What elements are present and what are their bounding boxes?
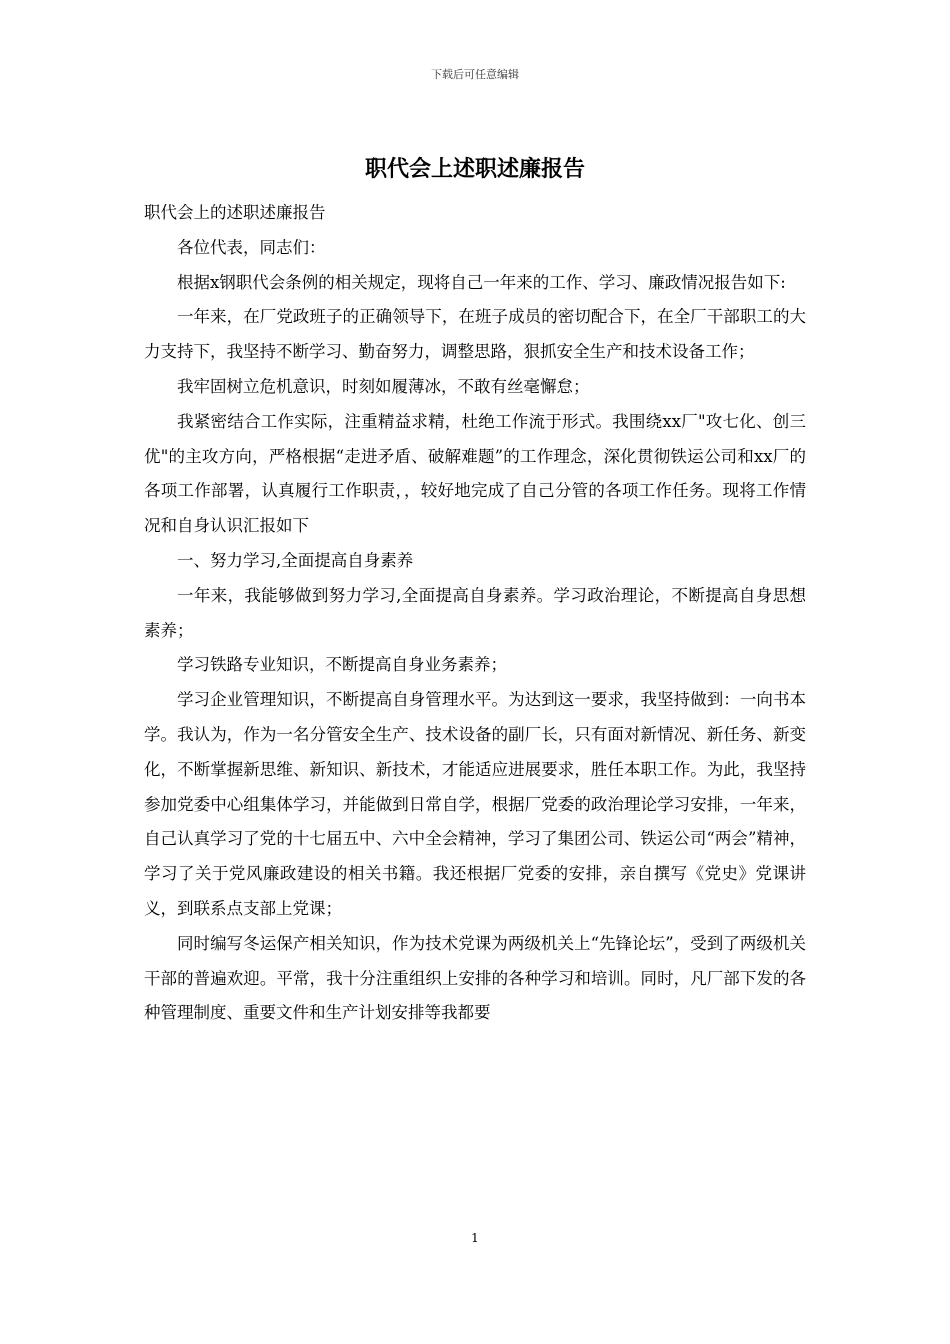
body-paragraph: 我紧密结合工作实际，注重精益求精，杜绝工作流于形式。我围绕xx厂"攻七化、创三优"的主攻方向，严格根据“走进矛盾、破解难题”的工作理念，深化贯彻铁运公司和xx厂的各项工作部署，认真履行工作职责，，较好地完成了自己分管的各项工作任务。现将工作情况和自身认识汇报如下 [144, 411, 806, 536]
body-paragraph: 一年来，我能够做到努力学习,全面提高自身素养。学习政治理论，不断提高自身思想素养； [144, 585, 806, 640]
body-paragraph: 我牢固树立危机意识，时刻如履薄冰，不敢有丝毫懈怠； [177, 376, 590, 396]
body-paragraph: 学习企业管理知识，不断提高自身管理水平。为达到这一要求，我坚持做到：一向书本学。我认为，作为一名分管安全生产、技术设备的副厂长，只有面对新情况、新任务、新变化，不断掌握新思维、新知识、新技术，才能适应进展要求，胜任本职工作。为此，我坚持参加党委中心组集体学习，并能做到日常自学，根据厂党委的政治理论学习安排，一年来，自己认真学习了党的十七届五中、六中全会精神，学习了集团公司、铁运公司“两会”精神，学习了关于党风廉政建设的相关书籍。我还根据厂党委的安排，亲自撰写《党史》党课讲义，到联系点支部上党课； [144, 690, 806, 918]
body-paragraph: 同时编写冬运保产相关知识，作为技术党课为两级机关上“先锋论坛”，受到了两级机关干部的普遍欢迎。平常，我十分注重组织上安排的各种学习和培训。同时，凡厂部下发的各种管理制度、重要文件和生产计划安排等我都要 [144, 933, 806, 1023]
body-paragraph: 根据x钢职代会条例的相关规定，现将自己一年来的工作、学习、廉政情况报告如下: [177, 272, 786, 292]
subtitle-paragraph: 职代会上的述职述廉报告 [144, 203, 326, 222]
section-heading: 一、努力学习,全面提高自身素养 [177, 550, 414, 570]
salutation-paragraph: 各位代表，同志们： [177, 237, 326, 257]
body-paragraph: 学习铁路专业知识，不断提高自身业务素养； [177, 655, 507, 675]
page-number: 1 [471, 1231, 479, 1245]
page-header-note: 下载后可任意编辑 [431, 68, 519, 81]
body-paragraph: 一年来，在厂党政班子的正确领导下，在班子成员的密切配合下，在全厂干部职工的大力支持下，我坚持不断学习、勤奋努力，调整思路，狠抓安全生产和技术设备工作； [144, 307, 806, 362]
document-title: 职代会上述职述廉报告 [364, 156, 585, 182]
document-body [144, 196, 806, 1031]
